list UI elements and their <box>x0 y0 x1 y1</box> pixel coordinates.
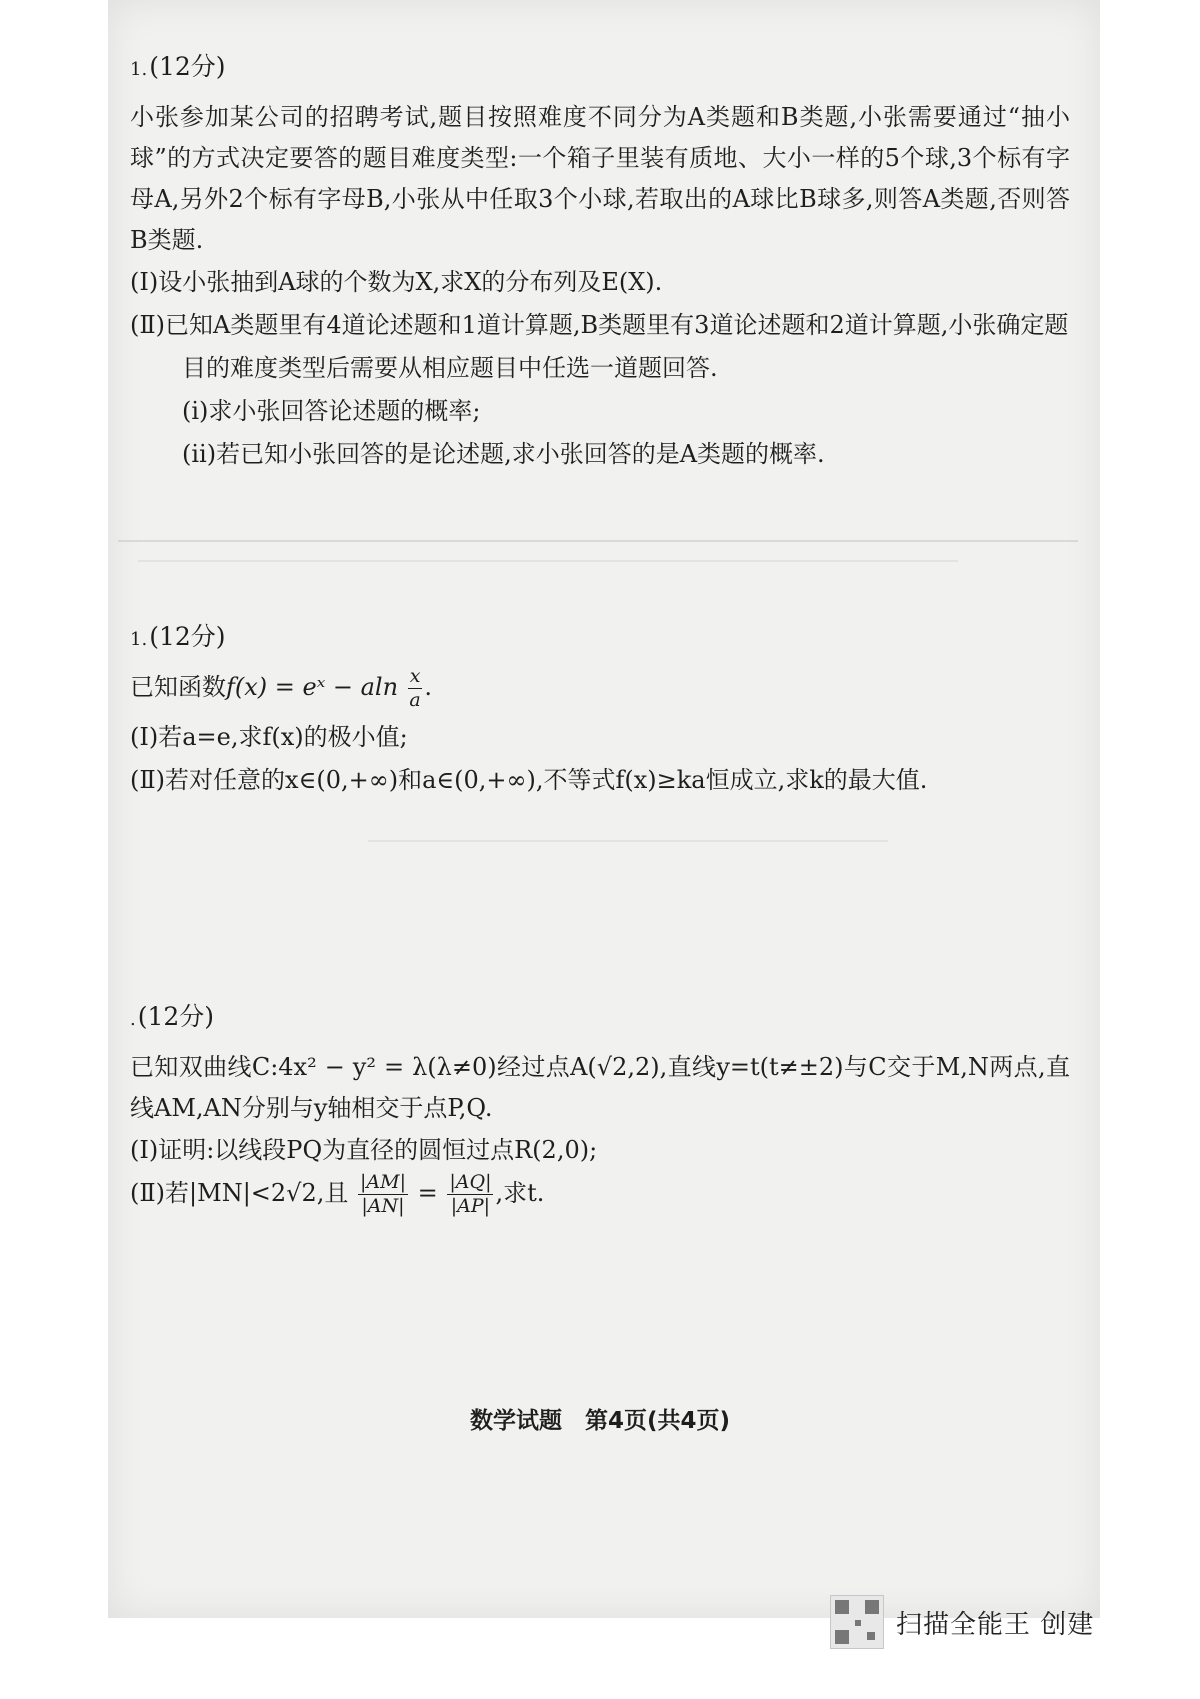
fraction-am-over-an <box>358 1173 408 1216</box>
fraction-denominator: |AN| <box>361 1195 405 1217</box>
fraction-aq-over-ap <box>447 1173 493 1216</box>
problem-1-sub-2: (ⅱ)若已知小张回答的是论述题,求小张回答的是A类题的概率. <box>182 440 825 468</box>
problem-3-score: (12分) <box>137 1002 215 1031</box>
problem-2-number: 1. <box>130 629 148 650</box>
scan-artifact <box>118 540 1078 542</box>
scanner-watermark <box>830 1590 1190 1654</box>
problem-1-sub-1: (ⅰ)求小张回答论述题的概率; <box>182 397 481 425</box>
fraction-numerator: x <box>409 665 421 687</box>
fraction-numerator: |AM| <box>360 1171 406 1193</box>
page-footer: 数学试题 第4页(共4页) <box>469 1408 731 1434</box>
problem-2-part-2: (Ⅱ)若对任意的x∈(0,+∞)和a∈(0,+∞),不等式f(x)≥ka恒成立,求k的最大值. <box>130 766 928 794</box>
fraction-x-over-a <box>408 667 423 710</box>
problem-2 <box>130 620 1070 802</box>
problem-1-header <box>130 50 1070 87</box>
equals-sign: = <box>417 1179 438 1207</box>
problem-3-part-2-suffix: ,求t. <box>495 1179 545 1207</box>
problem-3-header <box>130 1000 1070 1037</box>
watermark-text: 扫描全能王 创建 <box>896 1609 1095 1640</box>
fraction-denominator: |AP| <box>450 1195 491 1217</box>
fraction-denominator: a <box>409 689 421 711</box>
problem-3 <box>130 1000 1070 1216</box>
scan-artifact <box>368 840 888 842</box>
qr-code-icon <box>830 1595 884 1649</box>
problem-3-number: . <box>130 1009 136 1030</box>
problem-3-part-2-prefix: (Ⅱ)若|MN|<2√2,且 <box>130 1179 349 1207</box>
problem-1 <box>130 50 1070 476</box>
problem-2-part-1: (Ⅰ)若a=e,求f(x)的极小值; <box>130 723 408 751</box>
problem-1-statement: 小张参加某公司的招聘考试,题目按照难度不同分为A类题和B类题,小张需要通过“抽小球”的方式决定要答的题目难度类型:一个箱子里装有质地、大小一样的5个球,3个标有字母A,另外2个标有字母B,小张从中任取3个小球,若取出的A球比B球多,则答A类题,否则答B类题. <box>130 103 1070 254</box>
problem-2-period: . <box>424 673 433 701</box>
problem-3-part-1: (Ⅰ)证明:以线段PQ为直径的圆恒过点R(2,0); <box>130 1136 598 1164</box>
problem-2-statement <box>130 667 1070 710</box>
problem-3-part-2 <box>130 1172 1070 1216</box>
problem-1-score: (12分) <box>149 52 226 81</box>
function-definition: f(x) = eˣ − aln <box>226 673 399 701</box>
scan-artifact <box>138 560 958 562</box>
fraction-numerator: |AQ| <box>449 1171 492 1193</box>
problem-2-intro: 已知函数 <box>130 673 226 701</box>
problem-2-score: (12分) <box>149 622 226 651</box>
problem-1-part-1: (Ⅰ)设小张抽到A球的个数为X,求X的分布列及E(X). <box>130 268 663 296</box>
problem-1-number: 1. <box>130 59 148 80</box>
problem-1-part-2: (Ⅱ)已知A类题里有4道论述题和1道计算题,B类题里有3道论述题和2道计算题,小张确定题目的难度类型后需要从相应题目中任选一道题回答. <box>130 311 1069 382</box>
problem-2-header <box>130 620 1070 657</box>
problem-3-statement: 已知双曲线C:4x² − y² = λ(λ≠0)经过点A(√2,2),直线y=t(t≠±2)与C交于M,N两点,直线AM,AN分别与y轴相交于点P,Q. <box>130 1053 1070 1122</box>
